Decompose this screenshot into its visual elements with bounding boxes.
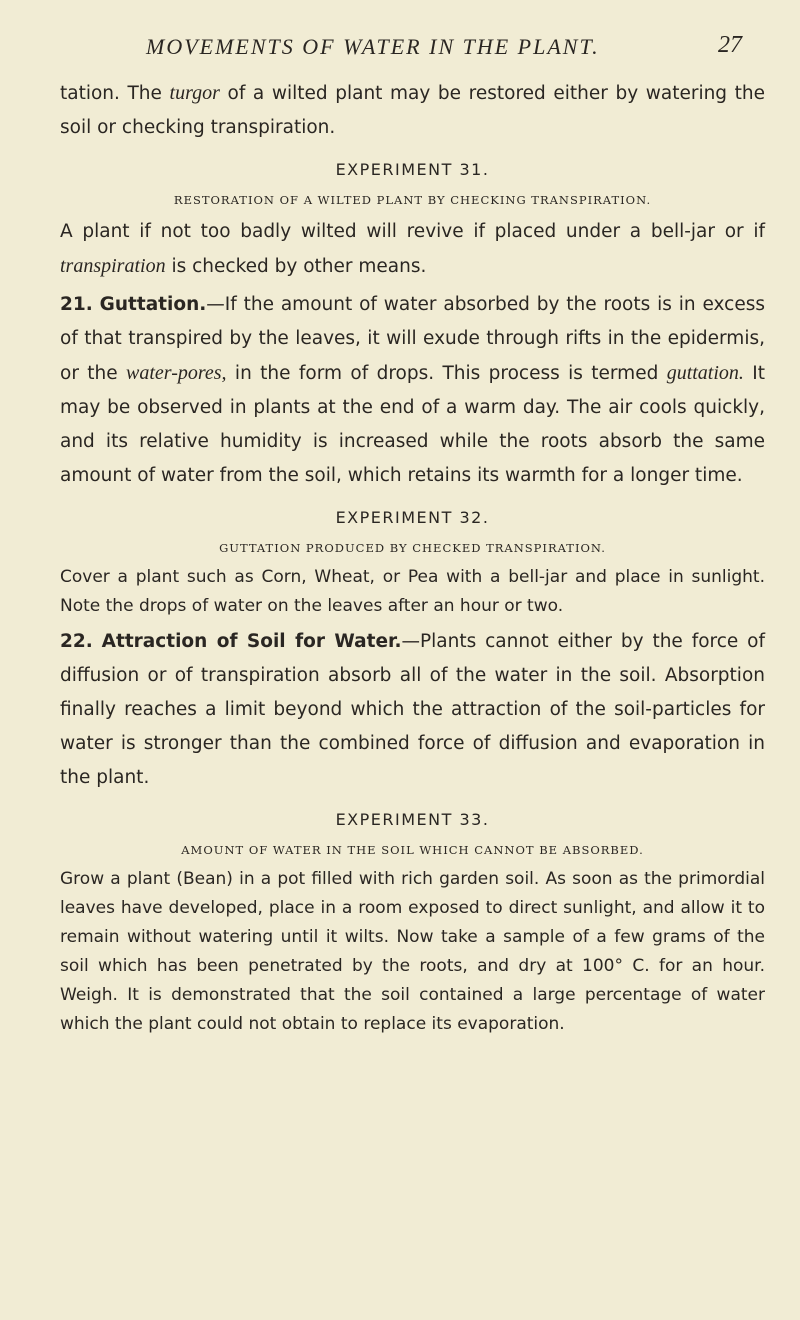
paragraph-turgor: tation. The turgor of a wilted plant may be restored either by watering the soil or checking transpiration. [60, 82, 766, 138]
page-number: 27 [718, 32, 742, 58]
term-guttation: guttation. [666, 362, 744, 384]
term-transpiration: transpiration [60, 255, 166, 277]
experiment-33-subtitle: AMOUNT OF WATER IN THE SOIL WHICH CANNOT BE ABSORBED. [181, 843, 644, 857]
page-header [0, 30, 800, 66]
section-21: 21. Guttation.—If the amount of water absorbed by the roots is in excess of that transpired by the leaves, it will exude through rifts in the epidermis, or the water-pores, in the form of drops. This process is termed guttation. It may be observed in plants at the end of a warm day. The air cools quickly, and its relative humidity is increased while the roots absorb the same amount of water from the soil, which retains its warmth for a longer time. [60, 294, 765, 486]
section-22-number: 22. [60, 631, 93, 652]
section-22: 22. Attraction of Soil for Water.—Plants cannot either by the force of diffusion or of transpiration absorb all of the water in the soil. Absorption finally reaches a limit beyond which the attraction of the soil-particles for water is stronger than the combined force of diffusion and evaporation in the plant. [60, 631, 765, 788]
section-21-number: 21. [60, 294, 93, 315]
section-21-title: Guttation. [99, 294, 207, 315]
experiment-31-title: EXPERIMENT 31. [335, 160, 490, 179]
experiment-31-text: A plant if not too badly wilted will revive if placed under a bell-jar or if transpiration is checked by other means. [60, 221, 765, 277]
experiment-32-text: Cover a plant such as Corn, Wheat, or Pea with a bell-jar and place in sunlight. Note the drops of water on the leaves after an hour or two. [60, 567, 765, 616]
term-turgor: turgor [169, 82, 220, 104]
running-head: MOVEMENTS OF WATER IN THE PLANT. [146, 34, 600, 59]
experiment-33-text: Grow a plant (Bean) in a pot filled with rich garden soil. As soon as the primordial leaves have developed, place in a room exposed to direct sunlight, and allow it to remain without watering until it wilts. Now take a sample of a few grams of the soil which has been penetrated by the roots, and dry at 100° C. for an hour. Weigh. It is demonstrated that the soil contained a large percentage of water which the plant could not obtain to replace its evaporation. [60, 869, 765, 1034]
section-22-title: Attraction of Soil for Water. [101, 631, 402, 652]
experiment-32-title: EXPERIMENT 32. [335, 508, 490, 527]
body-text [60, 76, 765, 1039]
experiment-31-subtitle: RESTORATION OF A WILTED PLANT BY CHECKING TRANSPIRATION. [173, 193, 652, 207]
term-water-pores: water-pores, [126, 362, 227, 384]
experiment-32-subtitle: GUTTATION PRODUCED BY CHECKED TRANSPIRATION. [219, 541, 606, 555]
experiment-33-title: EXPERIMENT 33. [335, 810, 490, 829]
